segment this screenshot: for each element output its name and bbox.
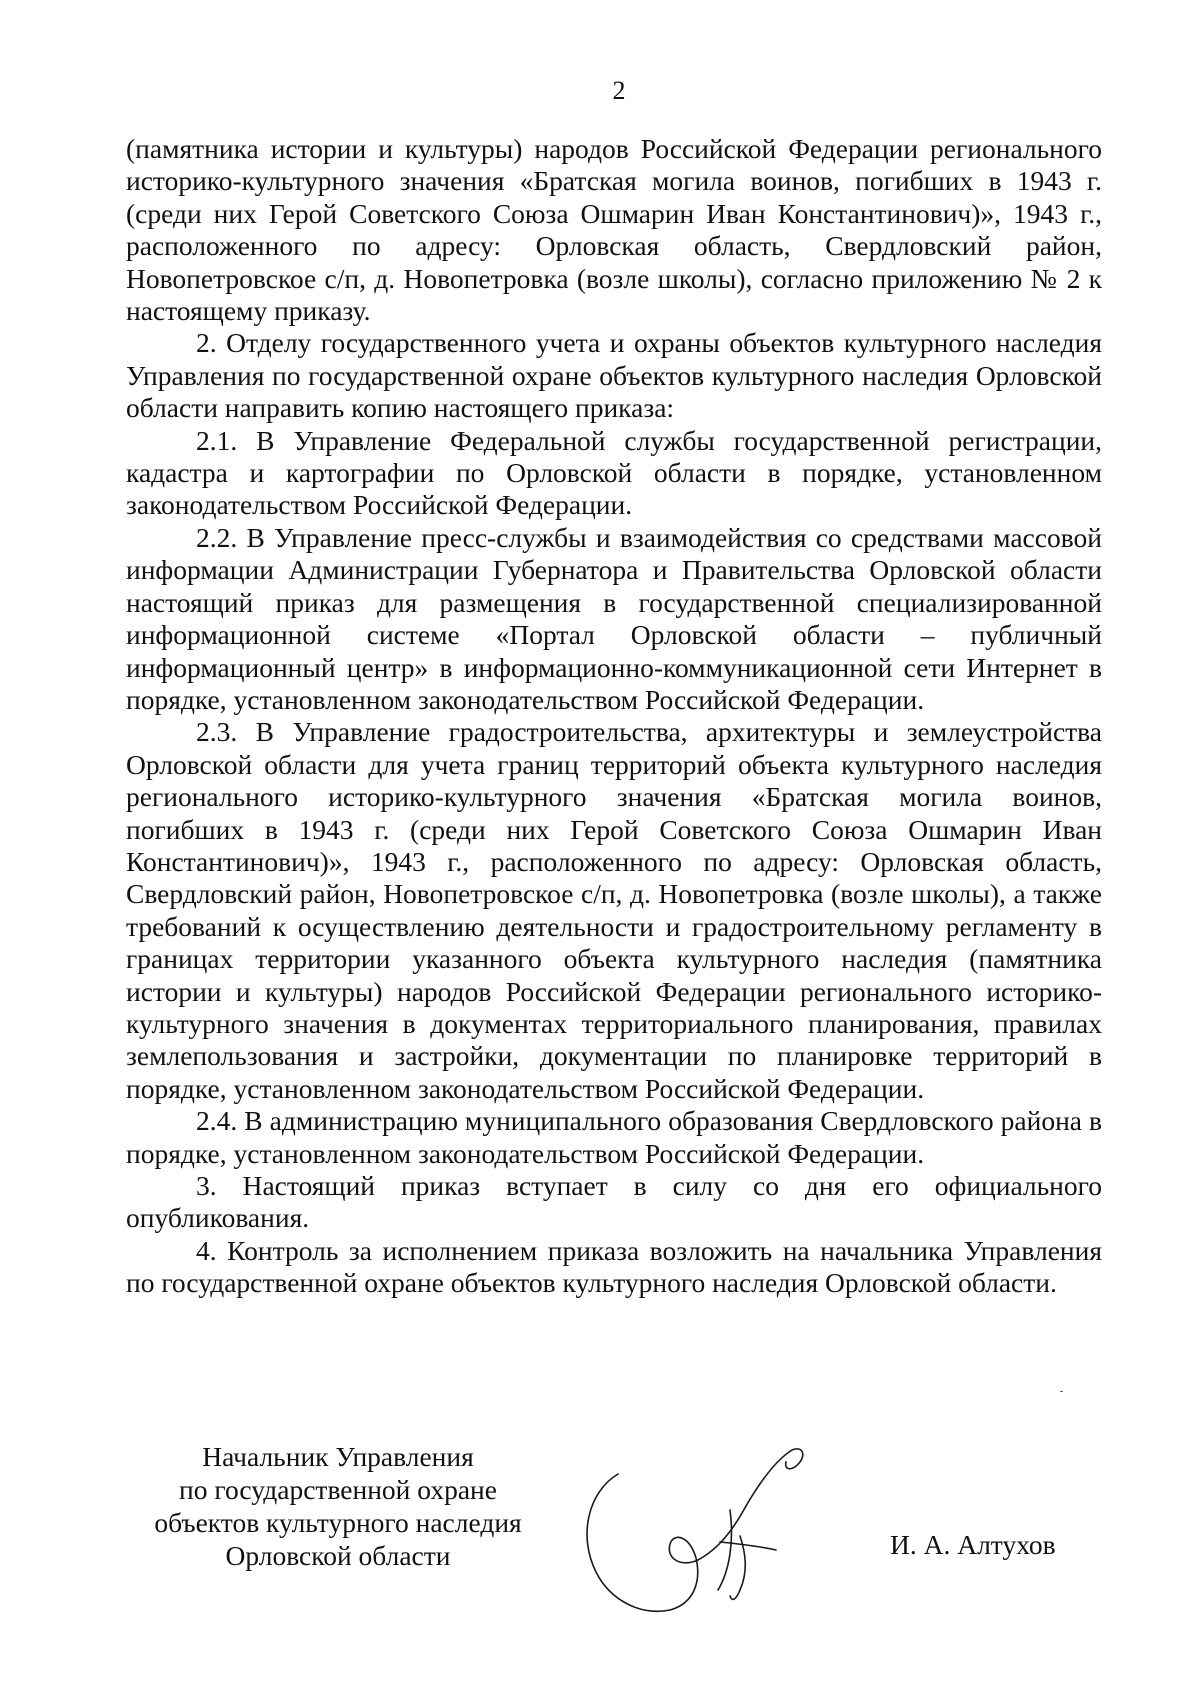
paragraph-item-2-3: 2.3. В Управление градостроительства, архитектуры и землеустройства Орловской области для учета границ территорий объекта культурного наследия регионального историко-культурного значения «Братская могила воинов, погибших в 1943 г. (среди них Герой Советского Союза Ошмарин Иван Константинович)», 1943 г., расположенного по адресу: Орловская область, Свердловский район, Новопетровское с/п, д. Новопетровка (возле школы), а также требований к осуществлению деятельности и градостроительному регламенту в границах территории указанного объекта культурного наследия (памятника истории и культуры) народов Российской Федерации регионального историко-культурного значения в документах территориального планирования, правилах землепользования и застройки, документации по планировке территорий в порядке, установленном законодательством Российской Федерации. bbox=[126, 716, 1102, 1104]
paragraph-item-2: 2. Отделу государственного учета и охраны объектов культурного наследия Управления по государственной охране объектов культурного наследия Орловской области направить копию настоящего приказа: bbox=[126, 327, 1102, 424]
signatory-position bbox=[138, 1440, 538, 1572]
paragraph-item-4: 4. Контроль за исполнением приказа возложить на начальника Управления по государственной охране объектов культурного наследия Орловской области. bbox=[126, 1234, 1102, 1299]
signatory-name: И. А. Алтухов bbox=[890, 1529, 1056, 1560]
paragraph-item-2-1: 2.1. В Управление Федеральной службы государственной регистрации, кадастра и картографии по Орловской области в порядке, установленном законодательством Российской Федерации. bbox=[126, 424, 1102, 521]
paragraph-item-2-2: 2.2. В Управление пресс-службы и взаимодействия со средствами массовой информации Администрации Губернатора и Правительства Орловской области настоящий приказ для размещения в государственной специализированной информационной системе «Портал Орловской области – публичный информационный центр» в информационно-коммуникационной сети Интернет в порядке, установленном законодательством Российской Федерации. bbox=[126, 521, 1102, 715]
paragraph-item-3: 3. Настоящий приказ вступает в силу со дня его официального опубликования. bbox=[126, 1170, 1102, 1234]
page-number: 2 bbox=[612, 76, 626, 105]
paragraph-item-2-4: 2.4. В администрацию муниципального образования Свердловского района в порядке, установленном законодательством Российской Федерации. bbox=[126, 1105, 1102, 1169]
signatory-position-line: объектов культурного наследия bbox=[154, 1507, 522, 1538]
paragraph-continuation: (памятника истории и культуры) народов Российской Федерации регионального историко-культурного значения «Братская могила воинов, погибших в 1943 г. (среди них Герой Советского Союза Ошмарин Иван Константинович)», 1943 г., расположенного по адресу: Орловская область, Свердловский район, Новопетровское с/п, д. Новопетровка (возле школы), согласно приложению № 2 к настоящему приказу. bbox=[126, 133, 1102, 327]
order-text bbox=[126, 133, 1102, 1300]
handwritten-signature bbox=[570, 1440, 820, 1630]
signatory-position-line: Орловской области bbox=[225, 1540, 451, 1571]
signatory-position-line: по государственной охране bbox=[179, 1474, 497, 1505]
signatory-position-line: Начальник Управления bbox=[202, 1441, 474, 1472]
scan-dot bbox=[1060, 1391, 1063, 1392]
